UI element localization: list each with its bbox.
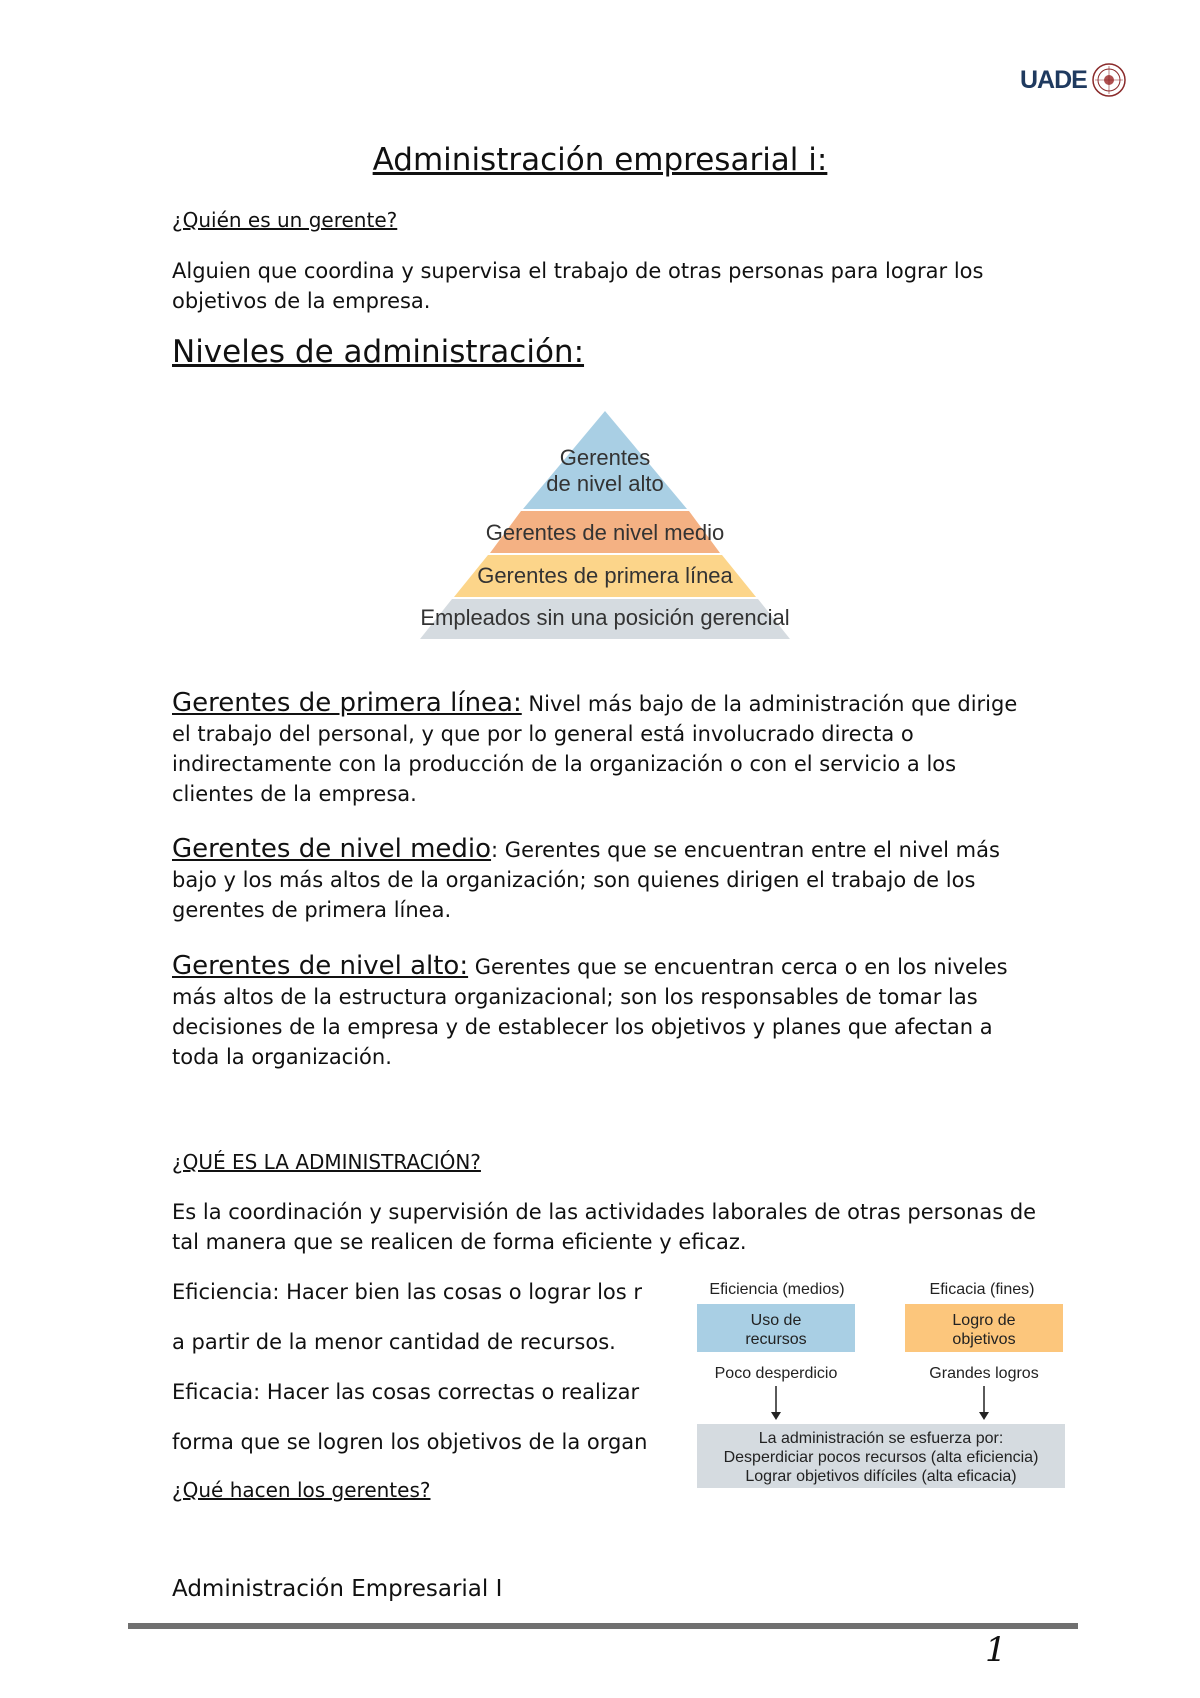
- definition-term: Gerentes de nivel alto:: [172, 951, 469, 981]
- page-number: 1: [985, 1630, 1007, 1670]
- pyramid-label-first-line: Gerentes de primera línea: [477, 563, 733, 588]
- diagram-left-header: Eficiencia (medios): [709, 1281, 845, 1298]
- diagram-bottom-line3: Lograr objetivos difíciles (alta eficacia): [745, 1468, 1017, 1485]
- footer-title: Administración Empresarial I: [172, 1576, 503, 1602]
- definition-text: Gerentes que se encuentran cerca o en los niveles más altos de la estructura organizacional; son los responsables de tomar las decisiones de la empresa y de establecer los objetivos y planes que afectan a toda la organización.: [172, 955, 1008, 1069]
- pyramid-label-employees: Empleados sin una posición gerencial: [420, 605, 790, 630]
- diagram-right-box-line1: Logro de: [952, 1312, 1016, 1329]
- question-what-managers-do: ¿Qué hacen los gerentes?: [172, 1478, 431, 1502]
- definition-text: : Gerentes que se encuentran entre el nivel más bajo y los más altos de la organización; son quienes dirigen el trabajo de los gerentes de primera línea.: [172, 838, 1000, 922]
- question-what-is-administration: ¿QUÉ ES LA ADMINISTRACIÓN?: [172, 1150, 481, 1174]
- efficiency-line-1: Eficiencia: Hacer bien las cosas o lograr los r: [172, 1280, 643, 1304]
- definition-term: Gerentes de primera línea:: [172, 688, 522, 718]
- diagram-left-box-line2: recursos: [745, 1331, 807, 1348]
- pyramid-label-top-1: Gerentes: [559, 445, 651, 470]
- seal-icon: [1091, 62, 1127, 98]
- definition-term: Gerentes de nivel medio: [172, 834, 492, 864]
- diagram-right-result: Grandes logros: [929, 1365, 1039, 1382]
- management-levels-pyramid: [320, 405, 890, 645]
- efficiency-line-2: a partir de la menor cantidad de recursos.: [172, 1330, 616, 1354]
- pyramid-label-middle: Gerentes de nivel medio: [485, 520, 725, 545]
- efficacy-line-2: forma que se logren los objetivos de la organ: [172, 1430, 648, 1454]
- diagram-right-header: Eficacia (fines): [929, 1281, 1035, 1298]
- arrow-left-head: [771, 1412, 781, 1420]
- diagram-left-result: Poco desperdicio: [714, 1365, 838, 1382]
- uade-logo: [1020, 58, 1130, 102]
- section-title-levels: Niveles de administración:: [172, 334, 585, 370]
- diagram-bottom-line1: La administración se esfuerza por:: [758, 1430, 1004, 1447]
- pyramid-label-top-2: de nivel alto: [546, 471, 664, 496]
- efficiency-efficacy-diagram: [695, 1278, 1067, 1490]
- logo-text: UADE: [1020, 65, 1087, 94]
- definition-first-line: [172, 688, 1042, 809]
- diagram-right-box-line2: objetivos: [952, 1331, 1016, 1348]
- diagram-bottom-line2: Desperdiciar pocos recursos (alta eficiencia): [723, 1449, 1039, 1466]
- footer-divider: [128, 1623, 1078, 1629]
- diagram-left-box-line1: Uso de: [750, 1312, 802, 1329]
- definition-top: [172, 951, 1042, 1072]
- question-who-is-manager: ¿Quién es un gerente?: [172, 208, 398, 232]
- definition-middle: [172, 834, 1042, 925]
- answer-what-is-administration: Es la coordinación y supervisión de las actividades laborales de otras personas de tal manera que se realicen de forma eficiente y eficaz.: [172, 1200, 1037, 1254]
- arrow-right-head: [979, 1412, 989, 1420]
- efficacy-line-1: Eficacia: Hacer las cosas correctas o realizar: [172, 1380, 640, 1404]
- answer-who-is-manager: Alguien que coordina y supervisa el trabajo de otras personas para lograr los objetivos de la empresa.: [172, 259, 984, 313]
- document-title: Administración empresarial i:: [372, 142, 828, 178]
- definition-text: Nivel más bajo de la administración que dirige el trabajo del personal, y que por lo general está involucrado directa o indirectamente con la producción de la organización o con el servicio a los clientes de la empresa.: [172, 692, 1018, 806]
